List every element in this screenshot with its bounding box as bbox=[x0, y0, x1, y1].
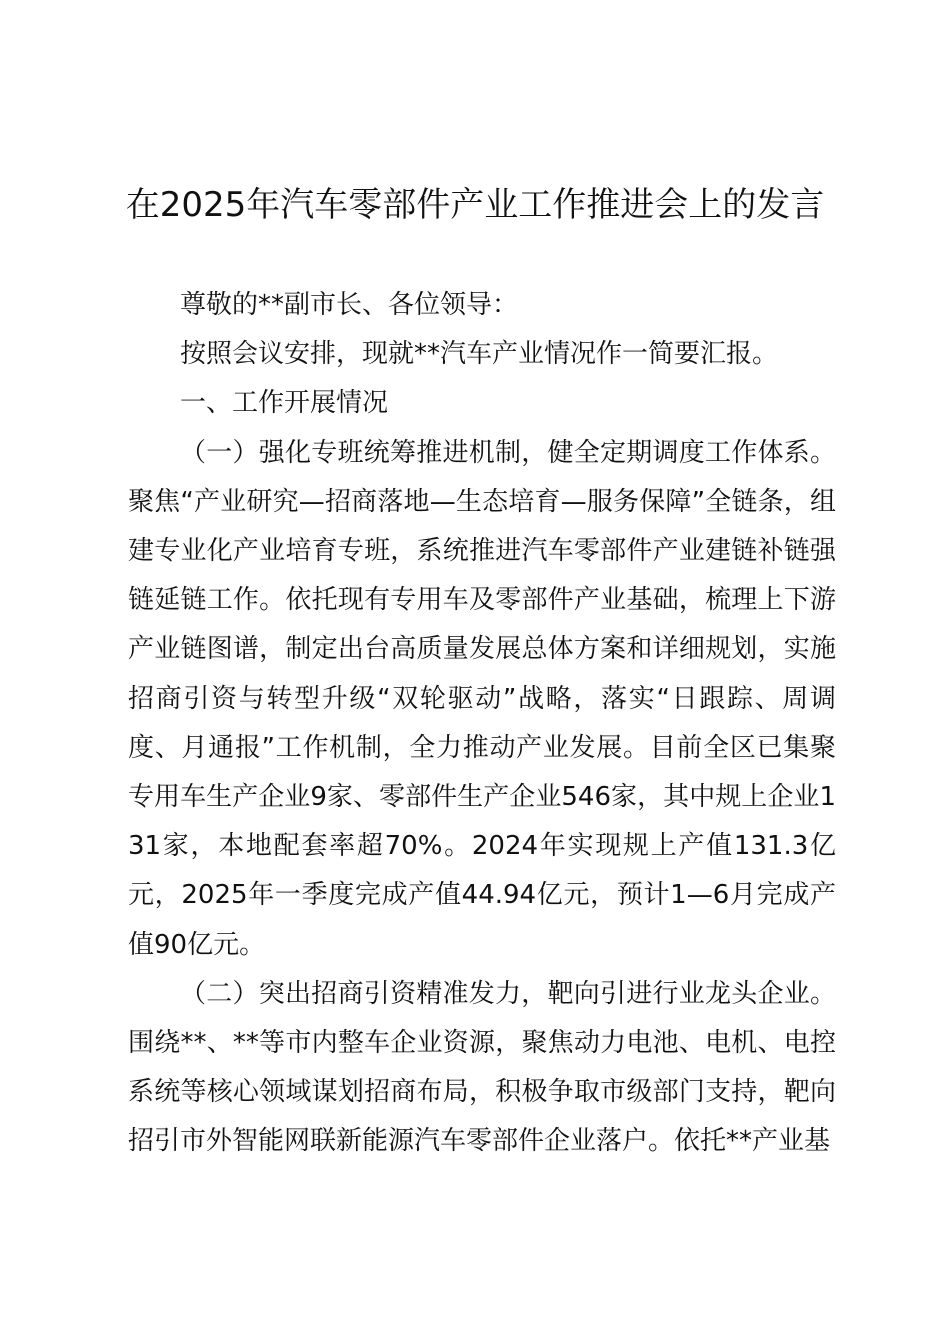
salutation: 尊敬的**副市长、各位领导： bbox=[180, 290, 519, 320]
paragraph-1: （一）强化专班统筹推进机制，健全定期调度工作体系。聚焦“产业研究—招商落地—生态培育—服务保障”全链条，组建专业化产业培育专班，系统推进汽车零部件产业建链补链强链延链工作。依托现有专用车及零部件产业基础，梳理上下游产业链图谱，制定出台高质量发展总体方案和详细规划，实施招商引资与转型升级“双轮驱动”战略，落实“日跟踪、周调度、月通报”工作机制，全力推动产业发展。目前全区已集聚专用车生产企业9家、零部件生产企业546家，其中规上企业131家，本地配套率超70%。2024年实现规上产值131.3亿元，2025年一季度完成产值44.94亿元，预计1—6月完成产值90亿元。 bbox=[128, 437, 836, 960]
section-heading: 一、工作开展情况 bbox=[180, 388, 389, 419]
intro-paragraph: 按照会议安排，现就**汽车产业情况作一简要汇报。 bbox=[180, 339, 779, 370]
document-title: 在2025年汽车零部件产业工作推进会上的发言 bbox=[125, 185, 825, 225]
document-body bbox=[128, 281, 836, 1167]
paragraph-2: （二）突出招商引资精准发力，靶向引进行业龙头企业。围绕**、**等市内整车企业资源，聚焦动力电池、电机、电控系统等核心领域谋划招商布局，积极争取市级部门支持，靶向招引市外智能网联新能源汽车零部件企业落户。依托**产业基 bbox=[128, 978, 836, 1157]
